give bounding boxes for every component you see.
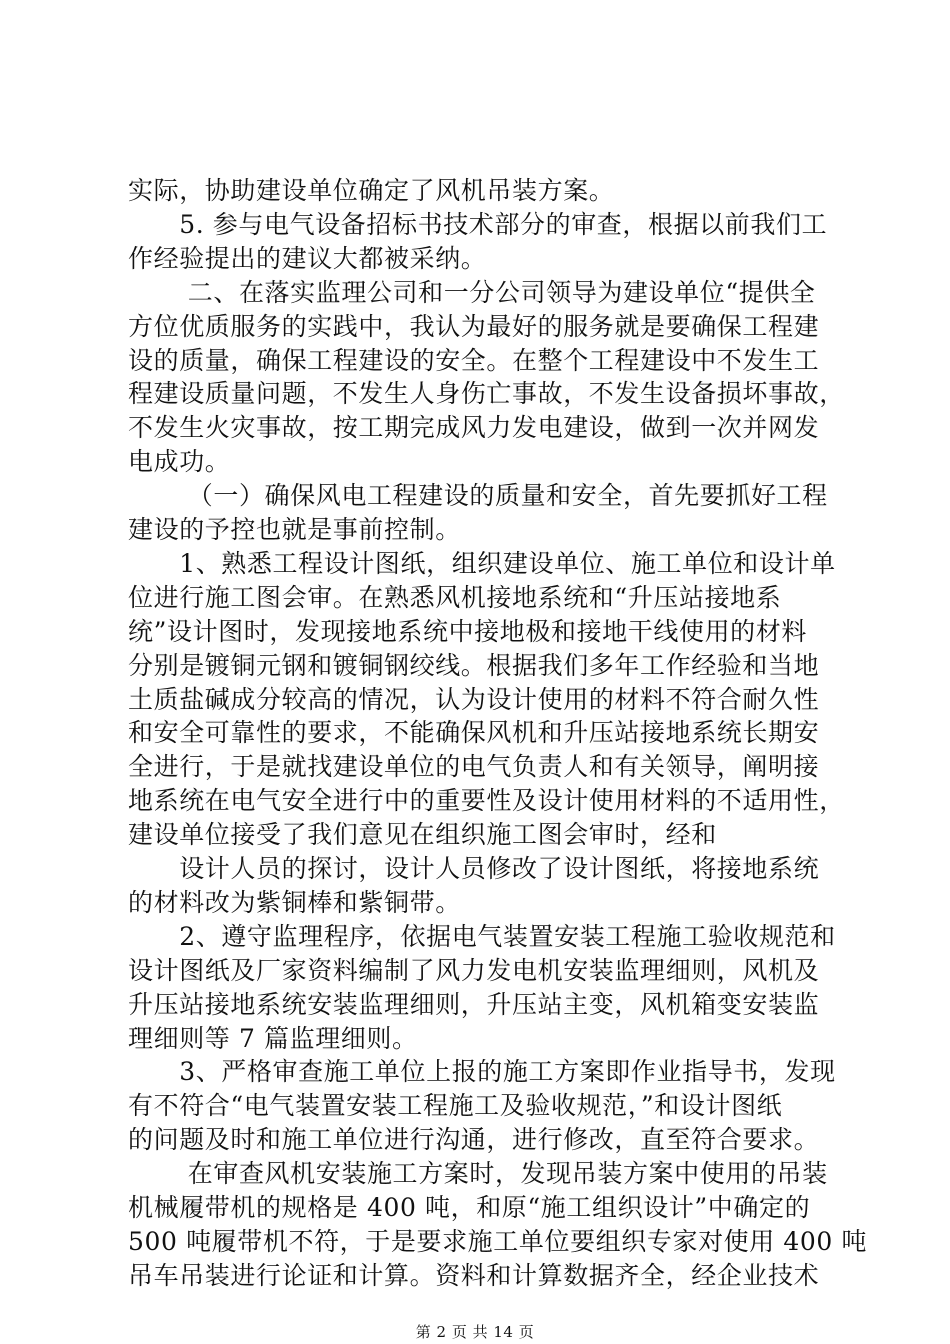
text-line: 建设的予控也就是事前控制。 bbox=[128, 515, 461, 544]
page-number-footer: 第 2 页 共 14 页 bbox=[415, 1322, 535, 1341]
text-line: 二、在落实监理公司和一分公司领导为建设单位“提供全 bbox=[128, 277, 816, 307]
text-line: （一）确保风电工程建设的质量和安全，首先要抓好工程 bbox=[128, 481, 828, 511]
text-line: 的问题及时和施工单位进行沟通，进行修改，直至符合要求。 bbox=[128, 1125, 820, 1155]
text-line: 不发生火灾事故，按工期完成风力发电建设，做到一次并网发 bbox=[128, 413, 820, 443]
text-line: 实际，协助建设单位确定了风机吊装方案。 bbox=[128, 176, 615, 205]
text-line: 土质盐碱成分较高的情况，认为设计使用的材料不符合耐久性 bbox=[128, 684, 820, 714]
text-line: 2、遵守监理程序，依据电气装置安装工程施工验收规范和 bbox=[128, 921, 836, 951]
text-line: 5. 参与电气设备招标书技术部分的审查，根据以前我们工 bbox=[128, 209, 828, 239]
text-line: 在审查风机安装施工方案时，发现吊装方案中使用的吊装 bbox=[128, 1159, 828, 1189]
text-line: 升压站接地系统安装监理细则，升压站主变，风机箱变安装监 bbox=[128, 989, 820, 1019]
text-line: 的材料改为紫铜棒和紫铜带。 bbox=[128, 887, 461, 917]
text-line: 设计人员的探讨，设计人员修改了设计图纸，将接地系统 bbox=[128, 854, 820, 883]
text-line: 和安全可靠性的要求，不能确保风机和升压站接地系统长期安 bbox=[128, 718, 820, 748]
text-line: 吊车吊装进行论证和计算。资料和计算数据齐全，经企业技术 bbox=[128, 1260, 820, 1290]
text-line: 建设单位接受了我们意见在组织施工图会审时，经和 bbox=[128, 820, 717, 850]
text-line: 地系统在电气安全进行中的重要性及设计使用材料的不适用性， bbox=[128, 786, 845, 816]
text-line: 全进行，于是就找建设单位的电气负责人和有关领导，阐明接 bbox=[128, 752, 820, 782]
text-line: 统”设计图时，发现接地系统中接地极和接地干线使用的材料 bbox=[128, 616, 807, 646]
text-line: 理细则等 7 篇监理细则。 bbox=[128, 1023, 418, 1053]
text-line: 设的质量，确保工程建设的安全。在整个工程建设中不发生工 bbox=[128, 345, 820, 375]
text-line: 分别是镀铜元钢和镀铜钢绞线。根据我们多年工作经验和当地 bbox=[128, 650, 820, 680]
text-line: 位进行施工图会审。在熟悉风机接地系统和“升压站接地系 bbox=[128, 582, 782, 612]
text-line: 方位优质服务的实践中，我认为最好的服务就是要确保工程建 bbox=[128, 311, 820, 341]
text-line: 500 吨履带机不符，于是要求施工单位要组织专家对使用 400 吨 bbox=[128, 1226, 868, 1256]
text-line: 1、熟悉工程设计图纸，组织建设单位、施工单位和设计单 bbox=[128, 548, 836, 578]
text-line: 设计图纸及厂家资料编制了风力发电机安装监理细则，风机及 bbox=[128, 955, 820, 985]
text-line: 机械履带机的规格是 400 吨，和原“施工组织设计”中确定的 bbox=[128, 1193, 811, 1222]
text-line: 作经验提出的建议大都被采纳。 bbox=[128, 243, 487, 273]
text-line: 有不符合“电气装置安装工程施工及验收规范，”和设计图纸 bbox=[128, 1091, 783, 1121]
text-line: 3、严格审查施工单位上报的施工方案即作业指导书，发现 bbox=[128, 1057, 836, 1087]
text-line: 程建设质量问题，不发生人身伤亡事故，不发生设备损坏事故， bbox=[128, 379, 845, 409]
text-line: 电成功。 bbox=[128, 447, 231, 477]
